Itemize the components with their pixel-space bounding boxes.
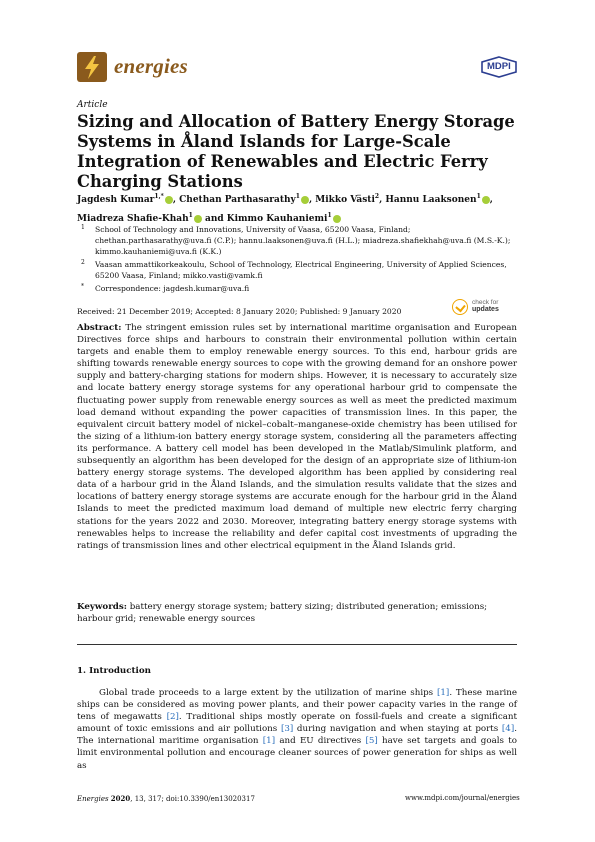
author-name[interactable]: Hannu Laaksonen [385, 195, 477, 205]
author-name[interactable]: Mikko Västi [315, 195, 375, 205]
affiliation-number: 2 [81, 259, 85, 266]
updates-label-line2: updates [472, 306, 499, 313]
citation-link[interactable]: [2] [166, 712, 179, 723]
body-text: . Traditional ships mostly operate on fossil-fuels and create a significant amount of toxic emissions and air pollutions [77, 712, 518, 735]
correspondence-text: Correspondence: jagdesh.kumar@uva.fi [95, 284, 250, 293]
orcid-icon[interactable] [165, 196, 173, 204]
mdpi-logo[interactable] [480, 56, 518, 78]
citation-link[interactable]: [3] [280, 724, 294, 735]
citation-link[interactable]: [4] [501, 724, 515, 735]
body-text: Global trade proceeds to a large extent by the utilization of marine ships [99, 688, 437, 698]
publication-dates: Received: 21 December 2019; Accepted: 8 January 2020; Published: 9 January 2020 [77, 307, 402, 316]
author-name[interactable]: Kimmo Kauhaniemi [226, 214, 328, 224]
orcid-icon[interactable] [194, 215, 202, 223]
journal-name[interactable]: energies [114, 54, 188, 78]
section-heading: 1. Introduction [77, 666, 151, 676]
author-affiliation-mark: 1,* [154, 193, 164, 200]
keywords-text: battery energy storage system; battery sizing; distributed generation; emissions; harbour grid; renewable energy sources [77, 602, 488, 625]
abstract [77, 322, 517, 552]
author-name[interactable]: Chethan Parthasarathy [179, 195, 296, 205]
section-divider [77, 644, 517, 645]
orcid-icon[interactable] [333, 215, 341, 223]
journal-logo [77, 52, 107, 82]
affiliation-text: School of Technology and Innovations, University of Vaasa, 65200 Vaasa, Finland; chethan.parthasarathy@uva.fi (C.P.); hannu.laaksonen@uva.fi (H.L.); miadreza.shafiekhah@uva.fi (M.S.-K.); kimmo.kauhaniemi@uva.fi (K.K.) [95, 225, 511, 256]
citation-link[interactable]: [1] [437, 688, 450, 698]
lightning-icon [77, 52, 107, 82]
body-text: . These marine ships can be considered as moving power plants, and their power capacity varies in the range of tens of megawatts [77, 688, 517, 723]
affiliation-number: 1 [81, 224, 85, 231]
paper-title: Sizing and Allocation of Battery Energy Storage Systems in Åland Islands for Large-Scale Integration of Renewables and Electric Ferry Charging Stations [77, 112, 515, 191]
author-affiliation-mark: 1 [295, 193, 300, 200]
author-affiliation-mark: 2 [374, 193, 380, 200]
body-text: during navigation and when staying at ports [293, 724, 502, 735]
body-text: and EU directives [275, 736, 366, 747]
journal-url[interactable]: www.mdpi.com/journal/energies [405, 794, 520, 802]
footer-year: 2020 [110, 794, 131, 803]
abstract-text: The stringent emission rules set by international maritime organisation and European Directives force ships and harbours to constrain their environmental pollution within certain targets and enable them to employ renewable energy sources. To this end, harbour grids are shifting towards renewable energy sources to cope with the growing demand for an onshore power supply and battery-charging stations for modern ships. However, it is necessary to accurately size and locate battery energy storage systems for any operational harbour grid to compensate the fluctuating power supply from renewable energy sources as well as meet the predicted maximum load demand without expanding the power capacities of transmission lines. In this paper, the equivalent circuit battery model of nickel–cobalt–manganese-oxide chemistry has been utilised for the sizing of a lithium-ion battery energy storage system, considering all the parameters affecting its performance. A battery cell model has been developed in the Matlab/Simulink platform, and subsequently an algorithm has been developed for the design of an appropriate size of lithium-ion battery energy storage systems. The developed algorithm has been applied by considering real data of a harbour grid in the Åland Islands, and the simulation results validate that the sizes and locations of battery energy storage systems are accurate enough for the harbour grid in the Åland Islands to meet the predicted maximum load demand of multiple new electric ferry charging stations for the years 2022 and 2030. Moreover, integrating battery energy storage systems with renewables helps to increase the reliability and defer capital cost investments of upgrading the ratings of transmission lines and other electrical equipment in the Åland Islands grid. [77, 323, 517, 551]
citation-link[interactable]: [5] [365, 736, 378, 747]
introduction-paragraph [77, 687, 517, 772]
author-name[interactable]: Jagdesh Kumar [77, 195, 155, 205]
correspondence [77, 283, 517, 294]
body-text: . The international maritime organisation [77, 724, 517, 747]
keywords [77, 601, 517, 625]
author-affiliation-mark: 1 [327, 212, 332, 219]
keywords-label: Keywords: [77, 602, 127, 612]
affiliation-number: * [81, 283, 84, 290]
orcid-icon[interactable] [301, 196, 309, 204]
citation-footer [77, 794, 255, 803]
author-affiliation-mark: 1 [476, 193, 481, 200]
abstract-label: Abstract: [77, 323, 122, 333]
affiliation [77, 224, 517, 257]
author-affiliation-mark: 1 [188, 212, 193, 219]
mdpi-logo-text: MDPI [487, 61, 511, 72]
check-icon [452, 299, 468, 315]
footer-doi: , 13, 317; doi:10.3390/en13020317 [130, 795, 255, 803]
orcid-icon[interactable] [482, 196, 490, 204]
author-name[interactable]: Miadreza Shafie-Khah [77, 214, 189, 224]
body-text: have set targets and goals to limit environmental pollution and encourage cleaner sources of power generation for ships as well as [77, 736, 517, 771]
affiliation-text: Vaasan ammattikorkeakoulu, School of Technology, Electrical Engineering, University of Applied Sciences, 65200 Vaasa, Finland; mikko.vasti@vamk.fi [95, 260, 507, 280]
article-type: Article [77, 100, 108, 110]
affiliation [77, 259, 517, 281]
check-for-updates-button[interactable] [452, 299, 516, 317]
citation-link[interactable]: [1] [262, 736, 276, 747]
updates-label-line1: check for [472, 299, 499, 306]
footer-journal: Energies [77, 795, 109, 803]
author-list: Jagdesh Kumar$^{1,*}$ , Chethan Parthasarathy$^1$ , Mikko Västi$^2$, Hannu Laaksonen$^1$ , Miadreza Shafie-Khah$^1$ and Kimmo Kauhaniemi$^1$ [77, 193, 493, 224]
